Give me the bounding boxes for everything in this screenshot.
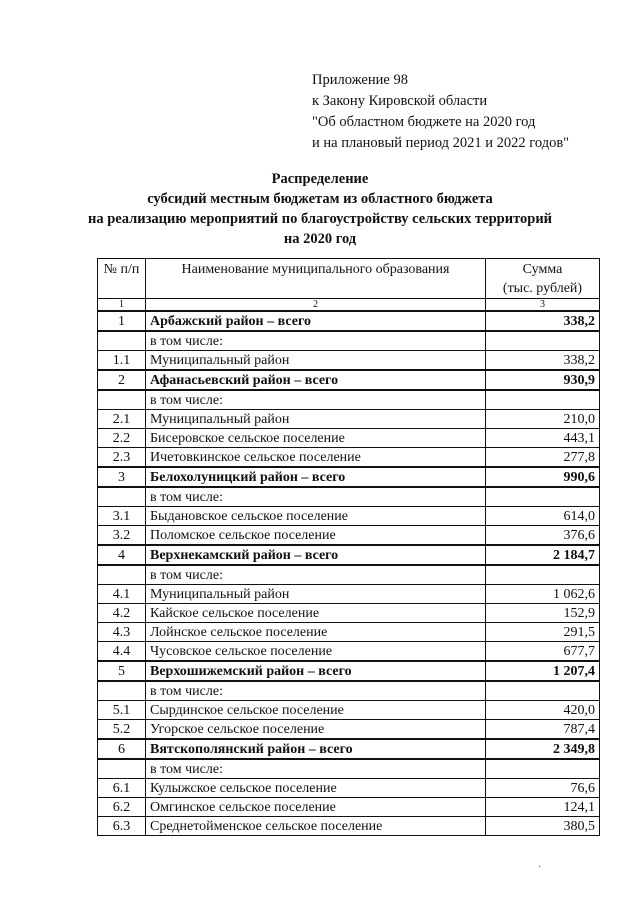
row-number: 1 bbox=[98, 311, 146, 331]
title-line-4: на 2020 год bbox=[283, 231, 357, 247]
row-number bbox=[98, 565, 146, 585]
table-row bbox=[98, 759, 600, 779]
row-number: 6 bbox=[98, 739, 146, 759]
row-sum: 930,9 bbox=[486, 370, 600, 390]
row-name: Муниципальный район bbox=[146, 410, 486, 429]
appendix-line-1: Приложение 98 bbox=[312, 72, 408, 88]
header-sum-line-1: Сумма bbox=[522, 262, 563, 277]
row-sum: 2 184,7 bbox=[486, 545, 600, 565]
table-row bbox=[98, 585, 600, 604]
row-name: Быдановское сельское поселение bbox=[146, 507, 486, 526]
row-sum: 291,5 bbox=[486, 623, 600, 642]
row-name: Среднетойменское сельское поселение bbox=[146, 817, 486, 836]
title-line-1: Распределение bbox=[271, 171, 369, 187]
row-number: 4.3 bbox=[98, 623, 146, 642]
row-number: 3.2 bbox=[98, 526, 146, 546]
table-row bbox=[98, 410, 600, 429]
table-body bbox=[98, 311, 600, 836]
row-number: 3 bbox=[98, 467, 146, 487]
row-number bbox=[98, 759, 146, 779]
row-name: Верхнекамский район – всего bbox=[146, 545, 486, 565]
row-sum: 152,9 bbox=[486, 604, 600, 623]
header-num: № п/п bbox=[98, 259, 146, 299]
appendix-header bbox=[312, 70, 569, 154]
district-total-row bbox=[98, 545, 600, 565]
row-name: Арбажский район – всего bbox=[146, 311, 486, 331]
table-row bbox=[98, 487, 600, 507]
row-name: Муниципальный район bbox=[146, 585, 486, 604]
row-sum bbox=[486, 487, 600, 507]
row-name: Верхошижемский район – всего bbox=[146, 661, 486, 681]
row-sum: 277,8 bbox=[486, 448, 600, 468]
row-sum bbox=[486, 331, 600, 351]
row-number: 2.3 bbox=[98, 448, 146, 468]
row-number bbox=[98, 487, 146, 507]
row-sum bbox=[486, 390, 600, 410]
row-name: в том числе: bbox=[146, 759, 486, 779]
table-row bbox=[98, 331, 600, 351]
table-header-row bbox=[98, 259, 600, 299]
row-number: 2 bbox=[98, 370, 146, 390]
row-sum: 124,1 bbox=[486, 798, 600, 817]
row-name: Муниципальный район bbox=[146, 351, 486, 371]
row-number: 2.1 bbox=[98, 410, 146, 429]
column-number: 3 bbox=[486, 299, 600, 312]
appendix-line-4: и на плановый период 2021 и 2022 годов" bbox=[312, 135, 570, 151]
appendix-line-3: "Об областном бюджете на 2020 год bbox=[312, 114, 536, 130]
table-row bbox=[98, 642, 600, 662]
row-number bbox=[98, 331, 146, 351]
table-row bbox=[98, 507, 600, 526]
row-name: в том числе: bbox=[146, 390, 486, 410]
district-total-row bbox=[98, 661, 600, 681]
table-row bbox=[98, 779, 600, 798]
row-name: Кулыжское сельское поселение bbox=[146, 779, 486, 798]
row-sum: 2 349,8 bbox=[486, 739, 600, 759]
row-name: Кайское сельское поселение bbox=[146, 604, 486, 623]
column-number-row bbox=[98, 299, 600, 312]
row-number: 5.2 bbox=[98, 720, 146, 740]
district-total-row bbox=[98, 311, 600, 331]
district-total-row bbox=[98, 370, 600, 390]
row-name: Сырдинское сельское поселение bbox=[146, 701, 486, 720]
row-number: 4.4 bbox=[98, 642, 146, 662]
row-sum: 210,0 bbox=[486, 410, 600, 429]
header-sum-line-2: (тыс. рублей) bbox=[502, 281, 583, 296]
table-row bbox=[98, 604, 600, 623]
row-name: Поломское сельское поселение bbox=[146, 526, 486, 546]
row-number: 6.2 bbox=[98, 798, 146, 817]
document-title bbox=[0, 169, 640, 249]
row-sum: 787,4 bbox=[486, 720, 600, 740]
row-sum: 1 062,6 bbox=[486, 585, 600, 604]
row-sum bbox=[486, 565, 600, 585]
row-number: 6.3 bbox=[98, 817, 146, 836]
table-row bbox=[98, 390, 600, 410]
scan-speck: · bbox=[538, 862, 542, 873]
row-number: 5.1 bbox=[98, 701, 146, 720]
district-total-row bbox=[98, 739, 600, 759]
appendix-line-2: к Закону Кировской области bbox=[312, 93, 488, 109]
row-sum: 338,2 bbox=[486, 311, 600, 331]
row-sum: 376,6 bbox=[486, 526, 600, 546]
table-row bbox=[98, 429, 600, 448]
row-sum: 677,7 bbox=[486, 642, 600, 662]
table-row bbox=[98, 623, 600, 642]
row-number: 4 bbox=[98, 545, 146, 565]
row-sum: 338,2 bbox=[486, 351, 600, 371]
row-sum: 1 207,4 bbox=[486, 661, 600, 681]
row-sum: 990,6 bbox=[486, 467, 600, 487]
column-number: 1 bbox=[98, 299, 146, 312]
row-name: Чусовское сельское поселение bbox=[146, 642, 486, 662]
row-name: в том числе: bbox=[146, 331, 486, 351]
title-line-2: субсидий местным бюджетам из областного бюджета bbox=[147, 191, 493, 207]
row-name: Угорское сельское поселение bbox=[146, 720, 486, 740]
row-number: 4.1 bbox=[98, 585, 146, 604]
table-row bbox=[98, 701, 600, 720]
row-name: Ичетовкинское сельское поселение bbox=[146, 448, 486, 468]
table-row bbox=[98, 681, 600, 701]
row-name: Афанасьевский район – всего bbox=[146, 370, 486, 390]
row-name: в том числе: bbox=[146, 681, 486, 701]
row-name: Вятскополянский район – всего bbox=[146, 739, 486, 759]
row-number: 4.2 bbox=[98, 604, 146, 623]
row-sum: 614,0 bbox=[486, 507, 600, 526]
row-name: Омгинское сельское поселение bbox=[146, 798, 486, 817]
row-number: 5 bbox=[98, 661, 146, 681]
row-number: 2.2 bbox=[98, 429, 146, 448]
row-name: в том числе: bbox=[146, 487, 486, 507]
row-sum: 420,0 bbox=[486, 701, 600, 720]
table-row bbox=[98, 565, 600, 585]
row-number bbox=[98, 681, 146, 701]
row-name: Белохолуницкий район – всего bbox=[146, 467, 486, 487]
row-name: в том числе: bbox=[146, 565, 486, 585]
title-line-3: на реализацию мероприятий по благоустройству сельских территорий bbox=[87, 211, 553, 227]
table-row bbox=[98, 817, 600, 836]
row-sum: 380,5 bbox=[486, 817, 600, 836]
table-row bbox=[98, 448, 600, 468]
header-name: Наименование муниципального образования bbox=[146, 259, 486, 299]
row-number: 3.1 bbox=[98, 507, 146, 526]
row-sum: 76,6 bbox=[486, 779, 600, 798]
column-number: 2 bbox=[146, 299, 486, 312]
table-row bbox=[98, 798, 600, 817]
header-sum bbox=[486, 259, 600, 299]
row-name: Бисеровское сельское поселение bbox=[146, 429, 486, 448]
row-sum bbox=[486, 681, 600, 701]
table-row bbox=[98, 720, 600, 740]
row-sum bbox=[486, 759, 600, 779]
district-total-row bbox=[98, 467, 600, 487]
row-sum: 443,1 bbox=[486, 429, 600, 448]
row-number: 6.1 bbox=[98, 779, 146, 798]
table-row bbox=[98, 351, 600, 371]
table-row bbox=[98, 526, 600, 546]
subsidy-table bbox=[97, 258, 600, 836]
row-name: Лойнское сельское поселение bbox=[146, 623, 486, 642]
row-number: 1.1 bbox=[98, 351, 146, 371]
row-number bbox=[98, 390, 146, 410]
